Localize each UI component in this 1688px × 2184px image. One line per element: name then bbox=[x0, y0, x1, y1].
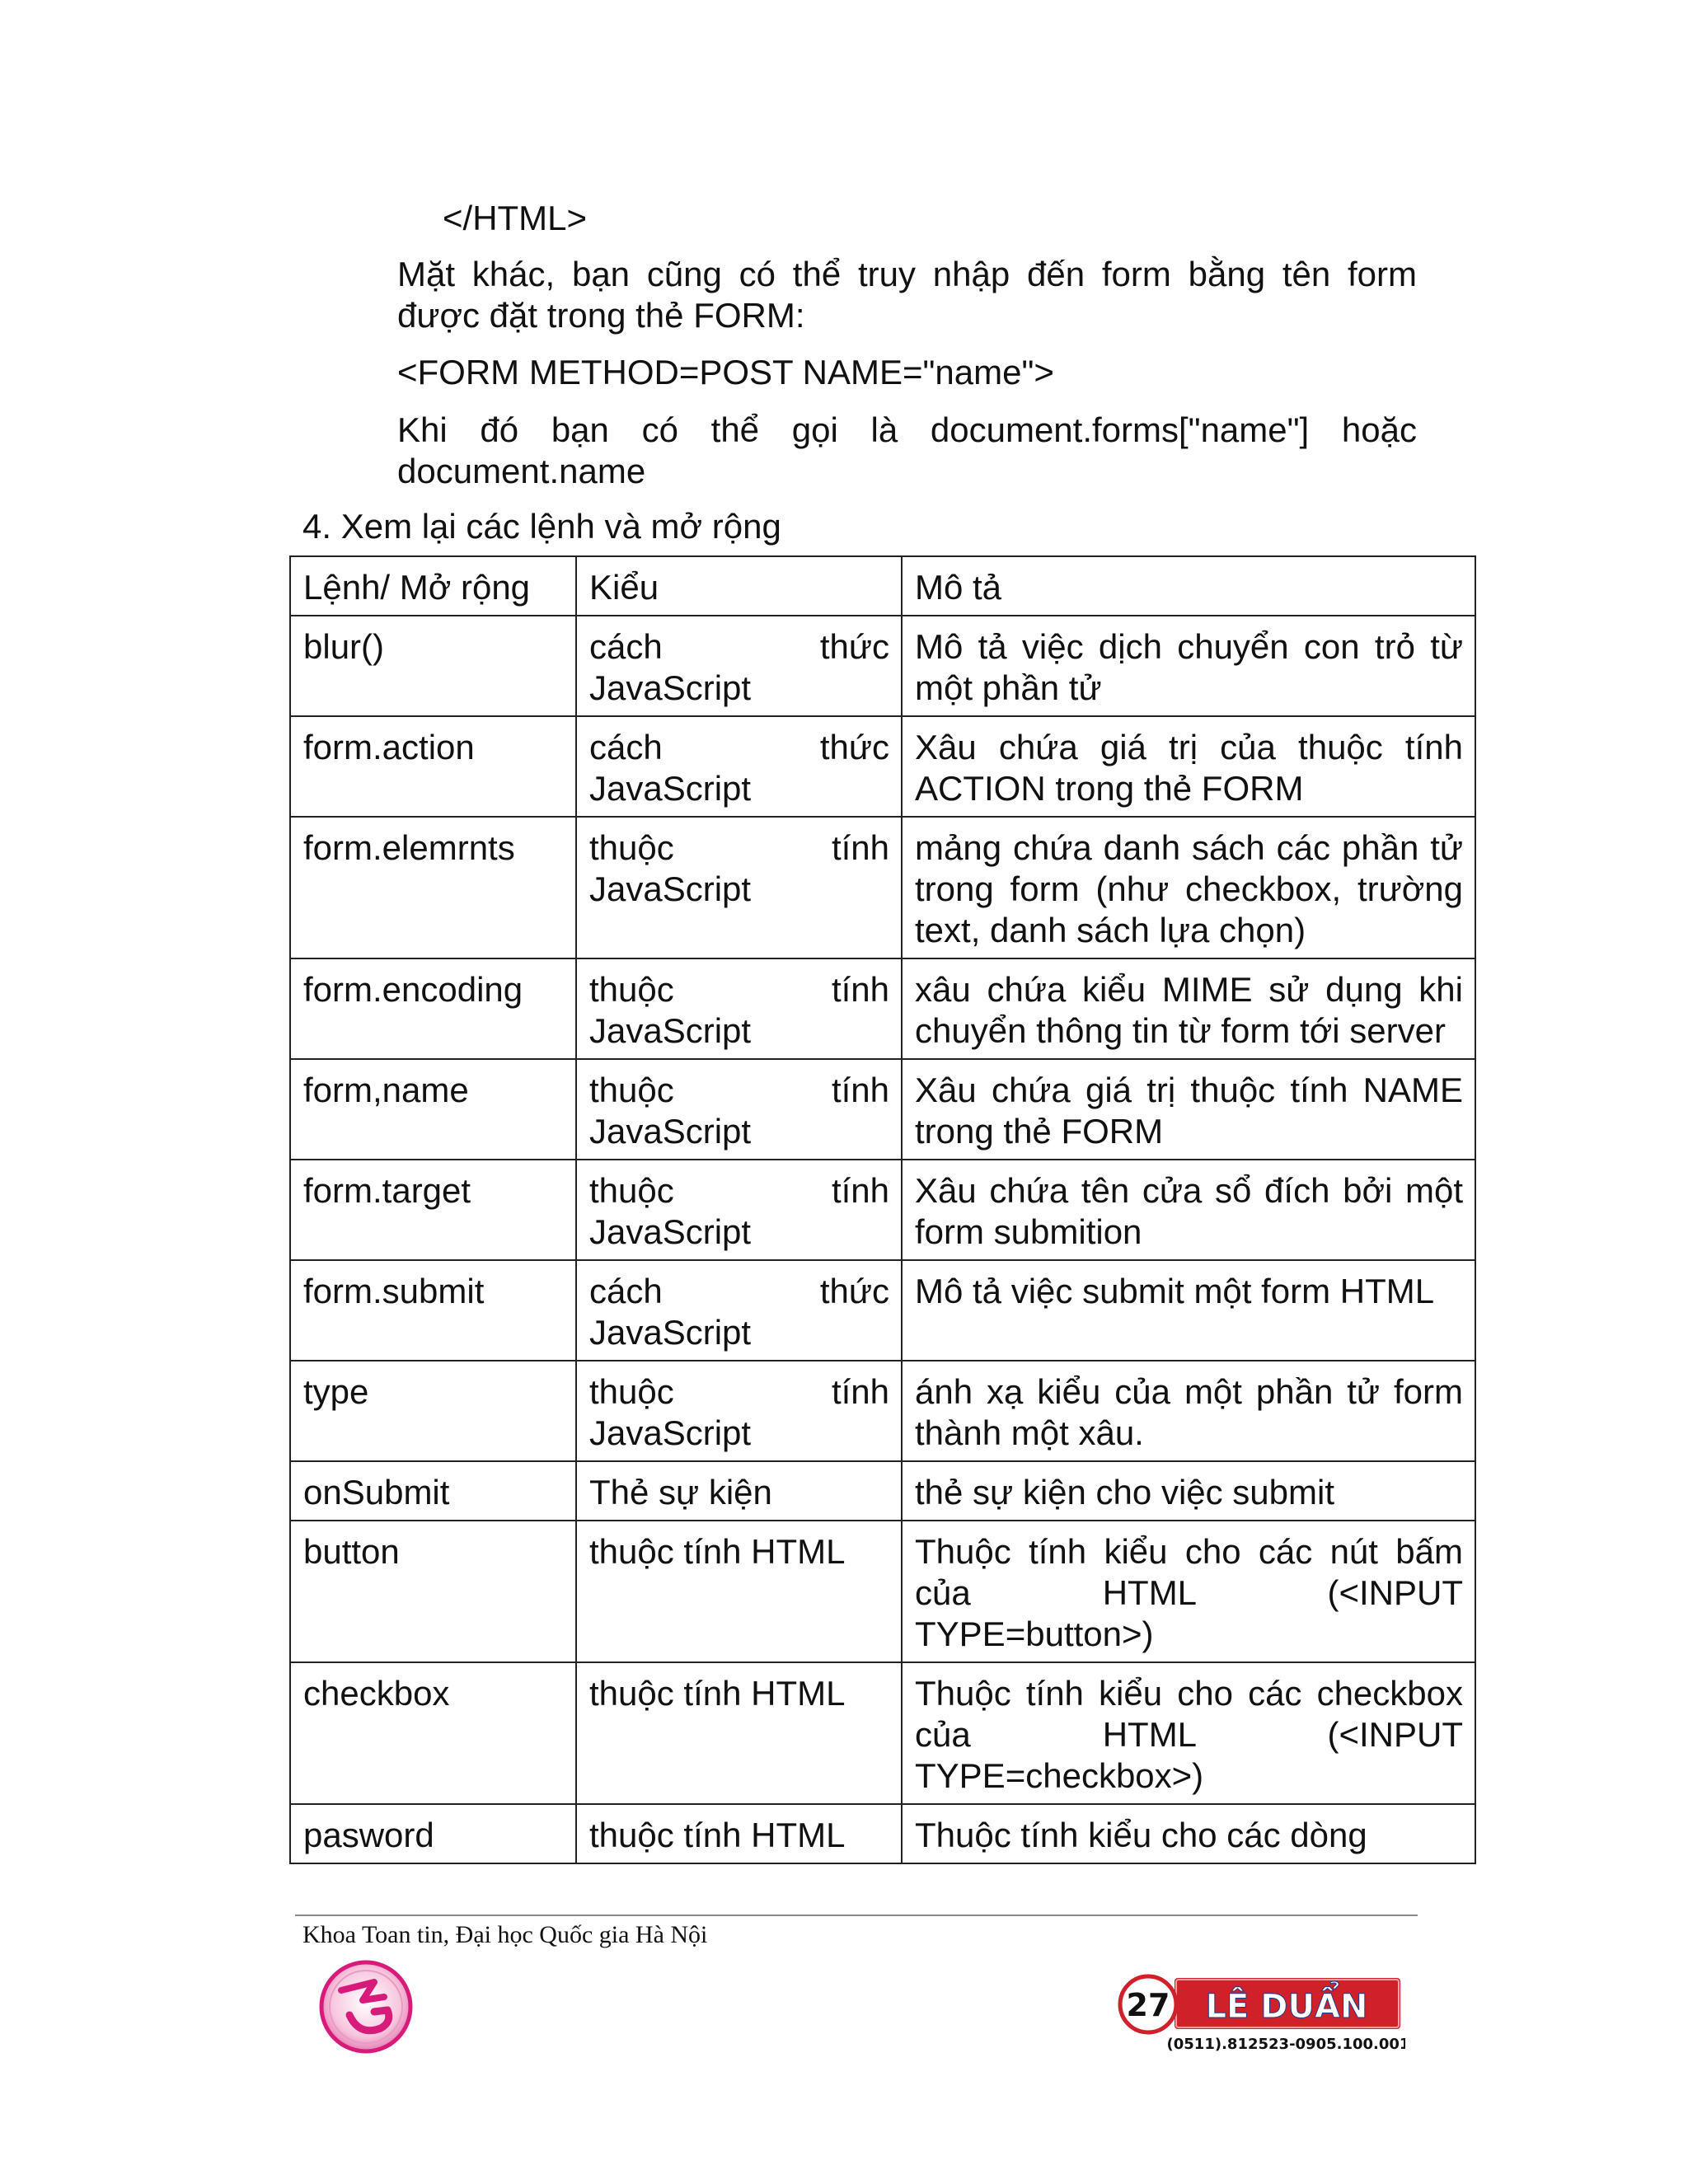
table-header-row bbox=[290, 556, 1475, 616]
header-description: Mô tả bbox=[902, 556, 1475, 616]
cell-command: button bbox=[290, 1521, 576, 1662]
cell-command: form.submit bbox=[290, 1260, 576, 1361]
cell-description: Xâu chứa giá trị của thuộc tính ACTION trong thẻ FORM bbox=[902, 716, 1475, 817]
cell-description: Xâu chứa giá trị thuộc tính NAME trong thẻ FORM bbox=[902, 1059, 1475, 1160]
cell-description: Mô tả việc submit một form HTML bbox=[902, 1260, 1475, 1361]
footer-divider bbox=[295, 1915, 1418, 1916]
cell-description: mảng chứa danh sách các phần tử trong form (như checkbox, trường text, danh sách lựa chọn) bbox=[902, 817, 1475, 958]
cell-type: thuộc tính JavaScript bbox=[576, 958, 902, 1059]
cell-type: thuộc tính HTML bbox=[576, 1662, 902, 1804]
cell-description: Thuộc tính kiểu cho các dòng bbox=[902, 1804, 1475, 1863]
cell-command: form.target bbox=[290, 1160, 576, 1260]
cell-type: thuộc tính HTML bbox=[576, 1804, 902, 1863]
cell-type: thuộc tính JavaScript bbox=[576, 817, 902, 958]
cell-description: thẻ sự kiện cho việc submit bbox=[902, 1461, 1475, 1521]
logo-phone: (0511).812523-0905.100.001 bbox=[1166, 2036, 1405, 2053]
le-duan-badge-icon bbox=[1117, 1973, 1405, 2055]
cell-command: type bbox=[290, 1361, 576, 1461]
table-row bbox=[290, 1804, 1475, 1863]
header-command: Lệnh/ Mở rộng bbox=[290, 556, 576, 616]
table-row bbox=[290, 1361, 1475, 1461]
cell-type: thuộc tính JavaScript bbox=[576, 1059, 902, 1160]
table-row bbox=[290, 1521, 1475, 1662]
footer-institution: Khoa Toan tin, Đại học Quốc gia Hà Nội bbox=[302, 1921, 708, 1948]
cell-command: blur() bbox=[290, 616, 576, 716]
form-tag-example: <FORM METHOD=POST NAME="name"> bbox=[397, 353, 1054, 391]
table-row bbox=[290, 616, 1475, 716]
table-row bbox=[290, 1662, 1475, 1804]
header-type: Kiểu bbox=[576, 556, 902, 616]
commands-table bbox=[289, 555, 1476, 1864]
table-row bbox=[290, 958, 1475, 1059]
cell-type: thuộc tính JavaScript bbox=[576, 1160, 902, 1260]
cell-type: cách thức JavaScript bbox=[576, 1260, 902, 1361]
logo-number: 27 bbox=[1126, 1987, 1170, 2023]
cell-command: pasword bbox=[290, 1804, 576, 1863]
cell-description: Thuộc tính kiểu cho các nút bấm của HTML (<INPUT TYPE=button>) bbox=[902, 1521, 1475, 1662]
paragraph-document-forms: Khi đó bạn có thể gọi là document.forms["name"] hoặc document.name bbox=[397, 410, 1417, 490]
section-heading: 4. Xem lại các lệnh và mở rộng bbox=[302, 507, 781, 546]
table-row bbox=[290, 1260, 1475, 1361]
cell-command: onSubmit bbox=[290, 1461, 576, 1521]
cell-type: thuộc tính HTML bbox=[576, 1521, 902, 1662]
cell-description: Xâu chứa tên cửa sổ đích bởi một form submition bbox=[902, 1160, 1475, 1260]
cell-type: cách thức JavaScript bbox=[576, 716, 902, 817]
cell-description: Thuộc tính kiểu cho các checkbox của HTML (<INPUT TYPE=checkbox>) bbox=[902, 1662, 1475, 1804]
table-row bbox=[290, 716, 1475, 817]
cell-command: form.encoding bbox=[290, 958, 576, 1059]
sg-logo-icon bbox=[316, 1957, 415, 2056]
logo-street: LÊ DUẨN bbox=[1205, 1988, 1368, 2026]
cell-command: form.elemrnts bbox=[290, 817, 576, 958]
cell-type: cách thức JavaScript bbox=[576, 616, 902, 716]
table-row bbox=[290, 817, 1475, 958]
closing-html-tag: </HTML> bbox=[443, 199, 588, 237]
cell-description: ánh xạ kiểu của một phần tử form thành một xâu. bbox=[902, 1361, 1475, 1461]
cell-description: xâu chứa kiểu MIME sử dụng khi chuyển thông tin từ form tới server bbox=[902, 958, 1475, 1059]
table-row bbox=[290, 1160, 1475, 1260]
paragraph-form-access: Mặt khác, bạn cũng có thể truy nhập đến form bằng tên form được đặt trong thẻ FORM: bbox=[397, 255, 1417, 335]
cell-command: form,name bbox=[290, 1059, 576, 1160]
cell-command: checkbox bbox=[290, 1662, 576, 1804]
cell-type: Thẻ sự kiện bbox=[576, 1461, 902, 1521]
cell-description: Mô tả việc dịch chuyển con trỏ từ một phần tử bbox=[902, 616, 1475, 716]
le-duan-logo bbox=[1117, 1973, 1405, 2055]
cell-type: thuộc tính JavaScript bbox=[576, 1361, 902, 1461]
cell-command: form.action bbox=[290, 716, 576, 817]
table-row bbox=[290, 1059, 1475, 1160]
table-row bbox=[290, 1461, 1475, 1521]
